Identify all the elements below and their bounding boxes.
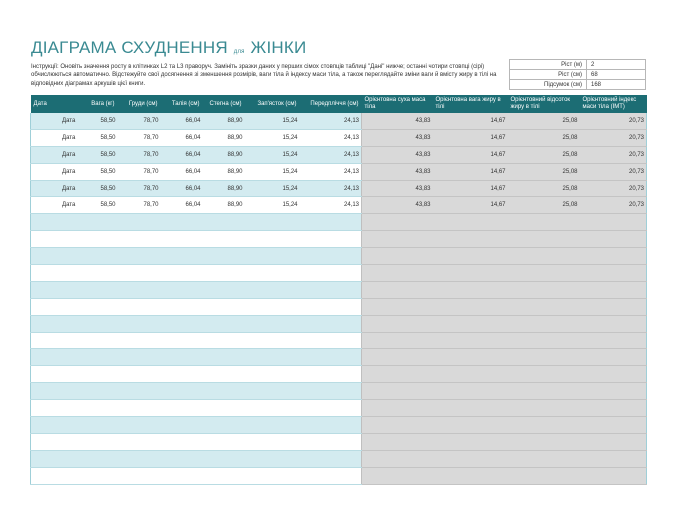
cell-fat-percent: 25,08 [508, 197, 580, 214]
cell-lean-mass [362, 248, 433, 265]
cell-fat-percent [508, 417, 580, 434]
cell-wrist[interactable] [245, 231, 300, 248]
cell-bmi [580, 366, 647, 383]
cell-date[interactable] [31, 214, 74, 231]
cell-chest[interactable] [118, 248, 161, 265]
cell-wrist[interactable] [245, 315, 300, 332]
cell-weight[interactable] [74, 298, 118, 315]
cell-weight[interactable]: 58,50 [74, 163, 118, 180]
cell-date[interactable] [31, 332, 74, 349]
cell-lean-mass: 43,83 [362, 163, 433, 180]
table-row [31, 248, 647, 265]
cell-forearm[interactable] [300, 315, 362, 332]
cell-fat-weight [433, 366, 508, 383]
cell-fat-weight [433, 298, 508, 315]
cell-waist[interactable] [161, 417, 203, 434]
cell-weight[interactable] [74, 281, 118, 298]
cell-fat-weight [433, 400, 508, 417]
cell-lean-mass [362, 265, 433, 282]
cell-weight[interactable] [74, 214, 118, 231]
info-label: Підсумок (см) [510, 80, 587, 90]
cell-date[interactable] [31, 349, 74, 366]
info-value: 168 [587, 80, 646, 90]
cell-chest[interactable]: 78,70 [118, 180, 161, 197]
title-connector: для [233, 49, 245, 55]
cell-fat-percent [508, 433, 580, 450]
cell-chest[interactable]: 78,70 [118, 197, 161, 214]
cell-date[interactable]: Дата [31, 163, 74, 180]
cell-fat-weight [433, 349, 508, 366]
cell-weight[interactable] [74, 433, 118, 450]
cell-forearm[interactable]: 24,13 [300, 146, 362, 163]
cell-hips[interactable]: 88,90 [203, 197, 245, 214]
cell-weight[interactable] [74, 231, 118, 248]
cell-lean-mass: 43,83 [362, 146, 433, 163]
cell-waist[interactable] [161, 400, 203, 417]
info-row-total-cm [510, 80, 646, 90]
cell-forearm[interactable] [300, 467, 362, 484]
cell-hips[interactable]: 88,90 [203, 180, 245, 197]
cell-lean-mass [362, 298, 433, 315]
cell-bmi [580, 332, 647, 349]
cell-chest[interactable]: 78,70 [118, 163, 161, 180]
cell-forearm[interactable] [300, 298, 362, 315]
cell-weight[interactable] [74, 265, 118, 282]
col-header-bmi[interactable]: Орієнтовний індекс маси тіла (ІМТ) [580, 95, 647, 113]
cell-lean-mass [362, 332, 433, 349]
cell-date[interactable] [31, 417, 74, 434]
cell-waist[interactable] [161, 248, 203, 265]
cell-fat-percent [508, 315, 580, 332]
cell-hips[interactable] [203, 467, 245, 484]
cell-bmi [580, 231, 647, 248]
cell-chest[interactable] [118, 315, 161, 332]
table-row [31, 332, 647, 349]
cell-fat-percent [508, 265, 580, 282]
title-main: ДІАГРАМА СХУДНЕННЯ [31, 38, 228, 57]
table-row [31, 366, 647, 383]
height-info-table [509, 59, 646, 90]
table-row [31, 349, 647, 366]
col-header-wrist[interactable]: Зап'ясток (см) [245, 95, 300, 113]
cell-waist[interactable] [161, 265, 203, 282]
cell-fat-percent [508, 467, 580, 484]
table-row [31, 265, 647, 282]
info-value[interactable]: 68 [587, 70, 646, 80]
table-row [31, 281, 647, 298]
cell-chest[interactable] [118, 467, 161, 484]
cell-forearm[interactable] [300, 400, 362, 417]
cell-weight[interactable] [74, 400, 118, 417]
cell-waist[interactable] [161, 450, 203, 467]
cell-fat-weight [433, 450, 508, 467]
cell-forearm[interactable]: 24,13 [300, 113, 362, 129]
cell-fat-weight [433, 248, 508, 265]
col-header-lean-mass[interactable]: Орієнтовна суха маса тіла [362, 95, 433, 113]
cell-chest[interactable]: 78,70 [118, 129, 161, 146]
cell-fat-percent [508, 248, 580, 265]
cell-wrist[interactable] [245, 433, 300, 450]
cell-forearm[interactable] [300, 383, 362, 400]
cell-fat-percent: 25,08 [508, 180, 580, 197]
cell-hips[interactable]: 88,90 [203, 113, 245, 129]
cell-lean-mass [362, 315, 433, 332]
cell-chest[interactable]: 78,70 [118, 146, 161, 163]
cell-hips[interactable] [203, 366, 245, 383]
cell-lean-mass: 43,83 [362, 129, 433, 146]
cell-wrist[interactable] [245, 332, 300, 349]
cell-bmi [580, 214, 647, 231]
cell-chest[interactable] [118, 332, 161, 349]
cell-waist[interactable] [161, 231, 203, 248]
title-end: ЖІНКИ [250, 38, 307, 57]
cell-weight[interactable]: 58,50 [74, 129, 118, 146]
cell-hips[interactable]: 88,90 [203, 129, 245, 146]
cell-chest[interactable] [118, 450, 161, 467]
cell-lean-mass [362, 214, 433, 231]
cell-forearm[interactable] [300, 332, 362, 349]
table-row [31, 383, 647, 400]
cell-fat-percent: 25,08 [508, 163, 580, 180]
cell-bmi: 20,73 [580, 180, 647, 197]
cell-hips[interactable]: 88,90 [203, 146, 245, 163]
cell-bmi: 20,73 [580, 129, 647, 146]
cell-wrist[interactable] [245, 214, 300, 231]
table-row [31, 467, 647, 484]
table-row [31, 113, 647, 129]
cell-fat-weight [433, 281, 508, 298]
cell-fat-weight [433, 417, 508, 434]
cell-wrist[interactable]: 15,24 [245, 180, 300, 197]
cell-bmi: 20,73 [580, 197, 647, 214]
cell-wrist[interactable]: 15,24 [245, 163, 300, 180]
cell-wrist[interactable] [245, 281, 300, 298]
cell-hips[interactable] [203, 248, 245, 265]
table-row [31, 146, 647, 163]
cell-lean-mass [362, 433, 433, 450]
cell-date[interactable] [31, 281, 74, 298]
cell-waist[interactable]: 66,04 [161, 113, 203, 129]
cell-hips[interactable] [203, 265, 245, 282]
cell-wrist[interactable]: 15,24 [245, 129, 300, 146]
cell-wrist[interactable] [245, 450, 300, 467]
cell-hips[interactable] [203, 450, 245, 467]
table-row [31, 180, 647, 197]
cell-fat-percent: 25,08 [508, 129, 580, 146]
cell-date[interactable]: Дата [31, 146, 74, 163]
cell-hips[interactable] [203, 332, 245, 349]
cell-weight[interactable] [74, 349, 118, 366]
cell-fat-percent [508, 400, 580, 417]
table-row [31, 231, 647, 248]
cell-fat-weight: 14,67 [433, 129, 508, 146]
col-header-forearm[interactable]: Передпліччя (см) [300, 95, 362, 113]
cell-lean-mass [362, 366, 433, 383]
cell-chest[interactable] [118, 298, 161, 315]
cell-lean-mass: 43,83 [362, 113, 433, 129]
info-row-height-cm [510, 70, 646, 80]
cell-date[interactable]: Дата [31, 197, 74, 214]
table-row [31, 129, 647, 146]
cell-weight[interactable] [74, 383, 118, 400]
cell-hips[interactable]: 88,90 [203, 163, 245, 180]
cell-waist[interactable] [161, 467, 203, 484]
cell-wrist[interactable] [245, 467, 300, 484]
cell-bmi [580, 281, 647, 298]
cell-hips[interactable] [203, 315, 245, 332]
cell-chest[interactable] [118, 214, 161, 231]
cell-fat-percent [508, 214, 580, 231]
cell-waist[interactable]: 66,04 [161, 180, 203, 197]
cell-waist[interactable] [161, 366, 203, 383]
cell-forearm[interactable]: 24,13 [300, 180, 362, 197]
cell-fat-weight [433, 231, 508, 248]
cell-waist[interactable] [161, 315, 203, 332]
cell-chest[interactable] [118, 281, 161, 298]
cell-fat-weight: 14,67 [433, 113, 508, 129]
table-row [31, 450, 647, 467]
cell-forearm[interactable]: 24,13 [300, 197, 362, 214]
cell-chest[interactable] [118, 383, 161, 400]
cell-waist[interactable] [161, 383, 203, 400]
cell-fat-weight: 14,67 [433, 197, 508, 214]
cell-weight[interactable] [74, 467, 118, 484]
cell-fat-weight [433, 433, 508, 450]
cell-waist[interactable]: 66,04 [161, 197, 203, 214]
cell-forearm[interactable] [300, 450, 362, 467]
cell-forearm[interactable] [300, 214, 362, 231]
cell-date[interactable] [31, 400, 74, 417]
cell-bmi [580, 349, 647, 366]
cell-lean-mass: 43,83 [362, 180, 433, 197]
cell-bmi [580, 467, 647, 484]
cell-hips[interactable] [203, 214, 245, 231]
col-header-waist[interactable]: Талія (см) [161, 95, 203, 113]
cell-bmi: 20,73 [580, 163, 647, 180]
cell-forearm[interactable] [300, 349, 362, 366]
cell-forearm[interactable] [300, 265, 362, 282]
cell-chest[interactable]: 78,70 [118, 113, 161, 129]
col-header-weight[interactable]: Вага (кг) [74, 95, 118, 113]
col-header-fat-percent[interactable]: Орієнтовний відсоток жиру в тілі [508, 95, 580, 113]
cell-wrist[interactable] [245, 383, 300, 400]
cell-hips[interactable] [203, 383, 245, 400]
data-table [30, 95, 647, 485]
cell-fat-weight [433, 332, 508, 349]
cell-weight[interactable] [74, 332, 118, 349]
cell-bmi [580, 315, 647, 332]
cell-date[interactable] [31, 315, 74, 332]
cell-wrist[interactable]: 15,24 [245, 113, 300, 129]
cell-waist[interactable] [161, 332, 203, 349]
cell-date[interactable] [31, 383, 74, 400]
cell-weight[interactable] [74, 315, 118, 332]
cell-fat-percent [508, 298, 580, 315]
cell-lean-mass [362, 450, 433, 467]
cell-weight[interactable]: 58,50 [74, 146, 118, 163]
cell-fat-weight [433, 467, 508, 484]
table-body [31, 113, 647, 484]
table-row [31, 315, 647, 332]
cell-hips[interactable] [203, 231, 245, 248]
cell-waist[interactable]: 66,04 [161, 146, 203, 163]
cell-date[interactable] [31, 231, 74, 248]
info-row-height-m [510, 60, 646, 70]
cell-date[interactable] [31, 467, 74, 484]
info-value[interactable]: 2 [587, 60, 646, 70]
cell-waist[interactable] [161, 433, 203, 450]
cell-chest[interactable] [118, 265, 161, 282]
cell-fat-weight [433, 214, 508, 231]
cell-fat-percent [508, 450, 580, 467]
cell-wrist[interactable] [245, 265, 300, 282]
cell-wrist[interactable]: 15,24 [245, 197, 300, 214]
cell-forearm[interactable]: 24,13 [300, 129, 362, 146]
instructions-text: Інструкції: Оновіть значення росту в клітинках L2 та L3 праворуч. Замініть зразки даних у перших сімох стовпців таблиці "Дані" нижче; останні чотири стовпці (сірі) обчислюються автоматично. Відстежуйте свої досягнення зі зменшення розмірів, ваги тіла й індексу маси тіла, а також переглядайте зміни ваги й вмісту жиру в тілі на відповідних діаграмах аркушів цієї книги. [31, 64, 497, 87]
cell-lean-mass [362, 383, 433, 400]
cell-waist[interactable] [161, 349, 203, 366]
cell-fat-percent: 25,08 [508, 146, 580, 163]
cell-fat-weight: 14,67 [433, 180, 508, 197]
cell-weight[interactable] [74, 248, 118, 265]
cell-chest[interactable] [118, 231, 161, 248]
cell-bmi [580, 400, 647, 417]
cell-fat-weight: 14,67 [433, 146, 508, 163]
cell-lean-mass [362, 400, 433, 417]
cell-chest[interactable] [118, 349, 161, 366]
cell-date[interactable]: Дата [31, 113, 74, 129]
cell-waist[interactable]: 66,04 [161, 163, 203, 180]
cell-date[interactable]: Дата [31, 129, 74, 146]
cell-fat-weight [433, 265, 508, 282]
cell-date[interactable] [31, 298, 74, 315]
col-header-hips[interactable]: Стегна (см) [203, 95, 245, 113]
table-row [31, 417, 647, 434]
cell-bmi [580, 433, 647, 450]
cell-forearm[interactable] [300, 433, 362, 450]
cell-hips[interactable] [203, 298, 245, 315]
cell-fat-weight [433, 315, 508, 332]
cell-bmi: 20,73 [580, 113, 647, 129]
page-title [31, 38, 306, 58]
cell-wrist[interactable] [245, 366, 300, 383]
cell-chest[interactable] [118, 417, 161, 434]
cell-fat-percent [508, 383, 580, 400]
table-row [31, 400, 647, 417]
table-header-row [31, 95, 647, 113]
cell-weight[interactable]: 58,50 [74, 197, 118, 214]
cell-forearm[interactable] [300, 248, 362, 265]
cell-wrist[interactable] [245, 417, 300, 434]
cell-waist[interactable] [161, 214, 203, 231]
cell-hips[interactable] [203, 281, 245, 298]
cell-forearm[interactable] [300, 231, 362, 248]
cell-weight[interactable]: 58,50 [74, 113, 118, 129]
cell-lean-mass [362, 349, 433, 366]
cell-weight[interactable] [74, 450, 118, 467]
info-label: Ріст (м) [510, 60, 587, 70]
cell-fat-percent [508, 366, 580, 383]
table-row [31, 163, 647, 180]
cell-lean-mass [362, 281, 433, 298]
cell-wrist[interactable]: 15,24 [245, 146, 300, 163]
cell-fat-weight [433, 383, 508, 400]
cell-hips[interactable] [203, 417, 245, 434]
info-label: Ріст (см) [510, 70, 587, 80]
cell-bmi [580, 383, 647, 400]
cell-forearm[interactable] [300, 281, 362, 298]
cell-lean-mass [362, 467, 433, 484]
col-header-fat-weight[interactable]: Орієнтовна вага жиру в тілі [433, 95, 508, 113]
cell-chest[interactable] [118, 433, 161, 450]
cell-date[interactable] [31, 366, 74, 383]
cell-waist[interactable] [161, 281, 203, 298]
cell-waist[interactable]: 66,04 [161, 129, 203, 146]
cell-bmi [580, 298, 647, 315]
cell-weight[interactable] [74, 417, 118, 434]
cell-hips[interactable] [203, 433, 245, 450]
cell-fat-percent [508, 332, 580, 349]
cell-date[interactable] [31, 433, 74, 450]
cell-date[interactable]: Дата [31, 180, 74, 197]
cell-forearm[interactable] [300, 417, 362, 434]
table-row [31, 214, 647, 231]
col-header-chest[interactable]: Груди (см) [118, 95, 161, 113]
table-row [31, 298, 647, 315]
cell-wrist[interactable] [245, 298, 300, 315]
cell-forearm[interactable] [300, 366, 362, 383]
cell-waist[interactable] [161, 298, 203, 315]
table-row [31, 197, 647, 214]
cell-chest[interactable] [118, 366, 161, 383]
cell-weight[interactable] [74, 366, 118, 383]
cell-chest[interactable] [118, 400, 161, 417]
cell-lean-mass [362, 417, 433, 434]
cell-wrist[interactable] [245, 248, 300, 265]
cell-bmi: 20,73 [580, 146, 647, 163]
cell-lean-mass [362, 231, 433, 248]
cell-bmi [580, 265, 647, 282]
cell-date[interactable] [31, 248, 74, 265]
cell-fat-percent: 25,08 [508, 113, 580, 129]
cell-fat-percent [508, 349, 580, 366]
cell-wrist[interactable] [245, 400, 300, 417]
cell-date[interactable] [31, 265, 74, 282]
cell-fat-weight: 14,67 [433, 163, 508, 180]
cell-bmi [580, 417, 647, 434]
cell-wrist[interactable] [245, 349, 300, 366]
cell-date[interactable] [31, 450, 74, 467]
cell-bmi [580, 450, 647, 467]
cell-fat-percent [508, 231, 580, 248]
cell-hips[interactable] [203, 349, 245, 366]
col-header-date[interactable]: Дата [31, 95, 74, 113]
cell-lean-mass: 43,83 [362, 197, 433, 214]
cell-bmi [580, 248, 647, 265]
cell-forearm[interactable]: 24,13 [300, 163, 362, 180]
cell-weight[interactable]: 58,50 [74, 180, 118, 197]
cell-fat-percent [508, 281, 580, 298]
table-row [31, 433, 647, 450]
cell-hips[interactable] [203, 400, 245, 417]
